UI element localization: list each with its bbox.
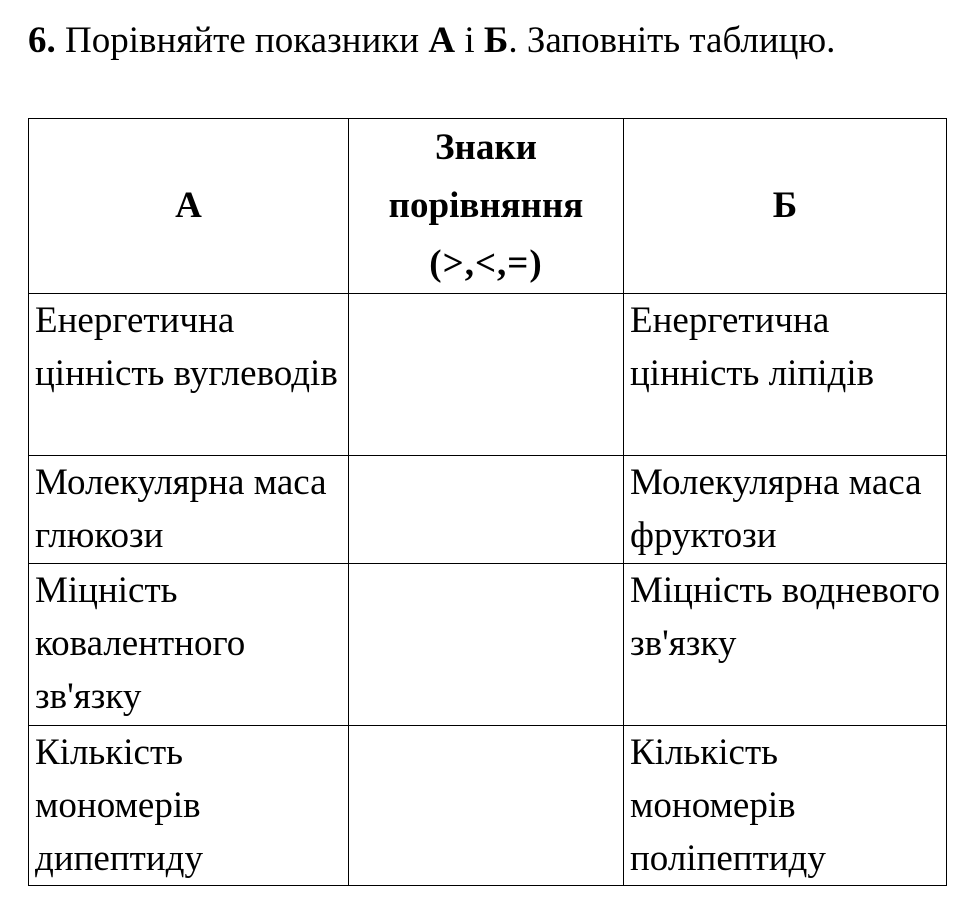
task-text-3: . Заповніть таблицю.	[508, 20, 836, 61]
table-row	[29, 564, 947, 726]
task-number: 6.	[28, 20, 56, 61]
cell-b: Кількість мономерів поліпептиду	[624, 726, 947, 886]
task-text-2: і	[455, 20, 484, 61]
cell-a: Кількість мономерів дипептиду	[29, 726, 349, 886]
cell-a: Енергетична цінність вуглеводів	[29, 294, 349, 456]
header-col-sign	[349, 119, 624, 294]
header-sign-line-1: Знаки	[435, 127, 537, 168]
cell-b: Молекулярна маса фруктози	[624, 456, 947, 564]
table-row	[29, 726, 947, 886]
table-row	[29, 294, 947, 456]
cell-sign-input[interactable]	[349, 564, 624, 726]
comparison-table	[28, 118, 947, 886]
header-col-b: Б	[624, 119, 947, 294]
task-text-1: Порівняйте показники	[55, 20, 429, 61]
header-col-a: А	[29, 119, 349, 294]
cell-b: Міцність водневого зв'язку	[624, 564, 947, 726]
header-sign-line-2: порівняння	[388, 185, 584, 226]
task-label-b: Б	[483, 20, 509, 61]
header-sign-line-3: (>,<,=)	[429, 243, 543, 284]
cell-b: Енергетична цінність ліпідів	[624, 294, 947, 456]
cell-sign-input[interactable]	[349, 294, 624, 456]
cell-sign-input[interactable]	[349, 456, 624, 564]
table-row	[29, 456, 947, 564]
task-label-a: А	[428, 20, 456, 61]
cell-a: Молекулярна маса глюкози	[29, 456, 349, 564]
cell-a: Міцність ковалентного зв'язку	[29, 564, 349, 726]
cell-sign-input[interactable]	[349, 726, 624, 886]
task-statement	[28, 14, 928, 68]
table-header-row	[29, 119, 947, 294]
